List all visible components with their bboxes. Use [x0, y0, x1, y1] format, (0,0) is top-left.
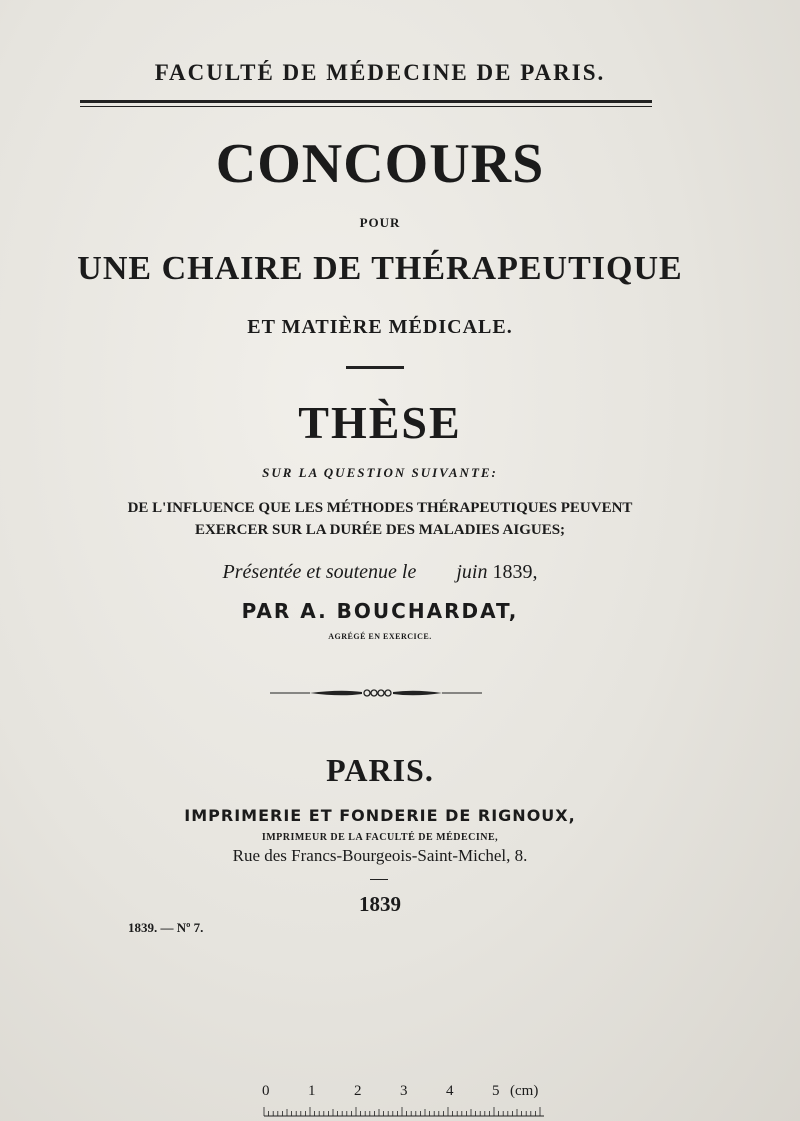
scale-label: 3	[400, 1083, 408, 1099]
imprint-printer: IMPRIMERIE ET FONDERIE DE RIGNOUX,	[184, 806, 576, 825]
signature-mark: 1839. — Nº 7.	[128, 920, 204, 935]
presentation-year: 1839,	[492, 561, 538, 583]
author-title: AGRÉGÉ EN EXERCICE.	[328, 632, 432, 641]
presentation-line	[0, 561, 760, 584]
short-rule-divider	[346, 366, 404, 369]
imprint-printer-role: IMPRIMEUR DE LA FACULTÉ DE MÉDECINE,	[261, 832, 499, 843]
scale-unit: (cm)	[510, 1083, 539, 1099]
imprint-year: 1839	[359, 892, 401, 916]
faculty-header: FACULTÉ DE MÉDECINE DE PARIS.	[154, 60, 606, 85]
scale-ruler	[262, 1106, 552, 1117]
presentation-text: Présentée et soutenue le juin	[222, 561, 488, 583]
title-matiere: ET MATIÈRE MÉDICALE.	[247, 316, 513, 338]
scale-label: 1	[308, 1083, 316, 1099]
ornament-divider	[270, 686, 482, 700]
title-pour: POUR	[359, 215, 401, 230]
author-line: PAR A. BOUCHARDAT,	[241, 599, 519, 623]
small-rule-divider	[370, 879, 388, 880]
scale-bar	[262, 1083, 552, 1117]
title-chaire: UNE CHAIRE DE THÉRAPEUTIQUE	[77, 250, 683, 287]
question-line-1: DE L'INFLUENCE QUE LES MÉTHODES THÉRAPEUTIQUES PEUVENT	[127, 500, 633, 516]
these-heading: THÈSE	[298, 397, 462, 448]
scale-label: 4	[446, 1083, 454, 1099]
imprint-address: Rue des Francs-Bourgeois-Saint-Michel, 8.	[232, 846, 528, 865]
double-rule-divider	[80, 100, 652, 107]
scale-label: 0	[262, 1083, 270, 1099]
question-intro: SUR LA QUESTION SUIVANTE:	[262, 465, 498, 480]
question-line-2: EXERCER SUR LA DURÉE DES MALADIES AIGUES;	[194, 522, 566, 538]
scale-label: 2	[354, 1083, 362, 1099]
imprint-city: PARIS.	[326, 752, 434, 788]
scale-label: 5	[492, 1083, 500, 1099]
title-concours: CONCOURS	[215, 133, 545, 195]
